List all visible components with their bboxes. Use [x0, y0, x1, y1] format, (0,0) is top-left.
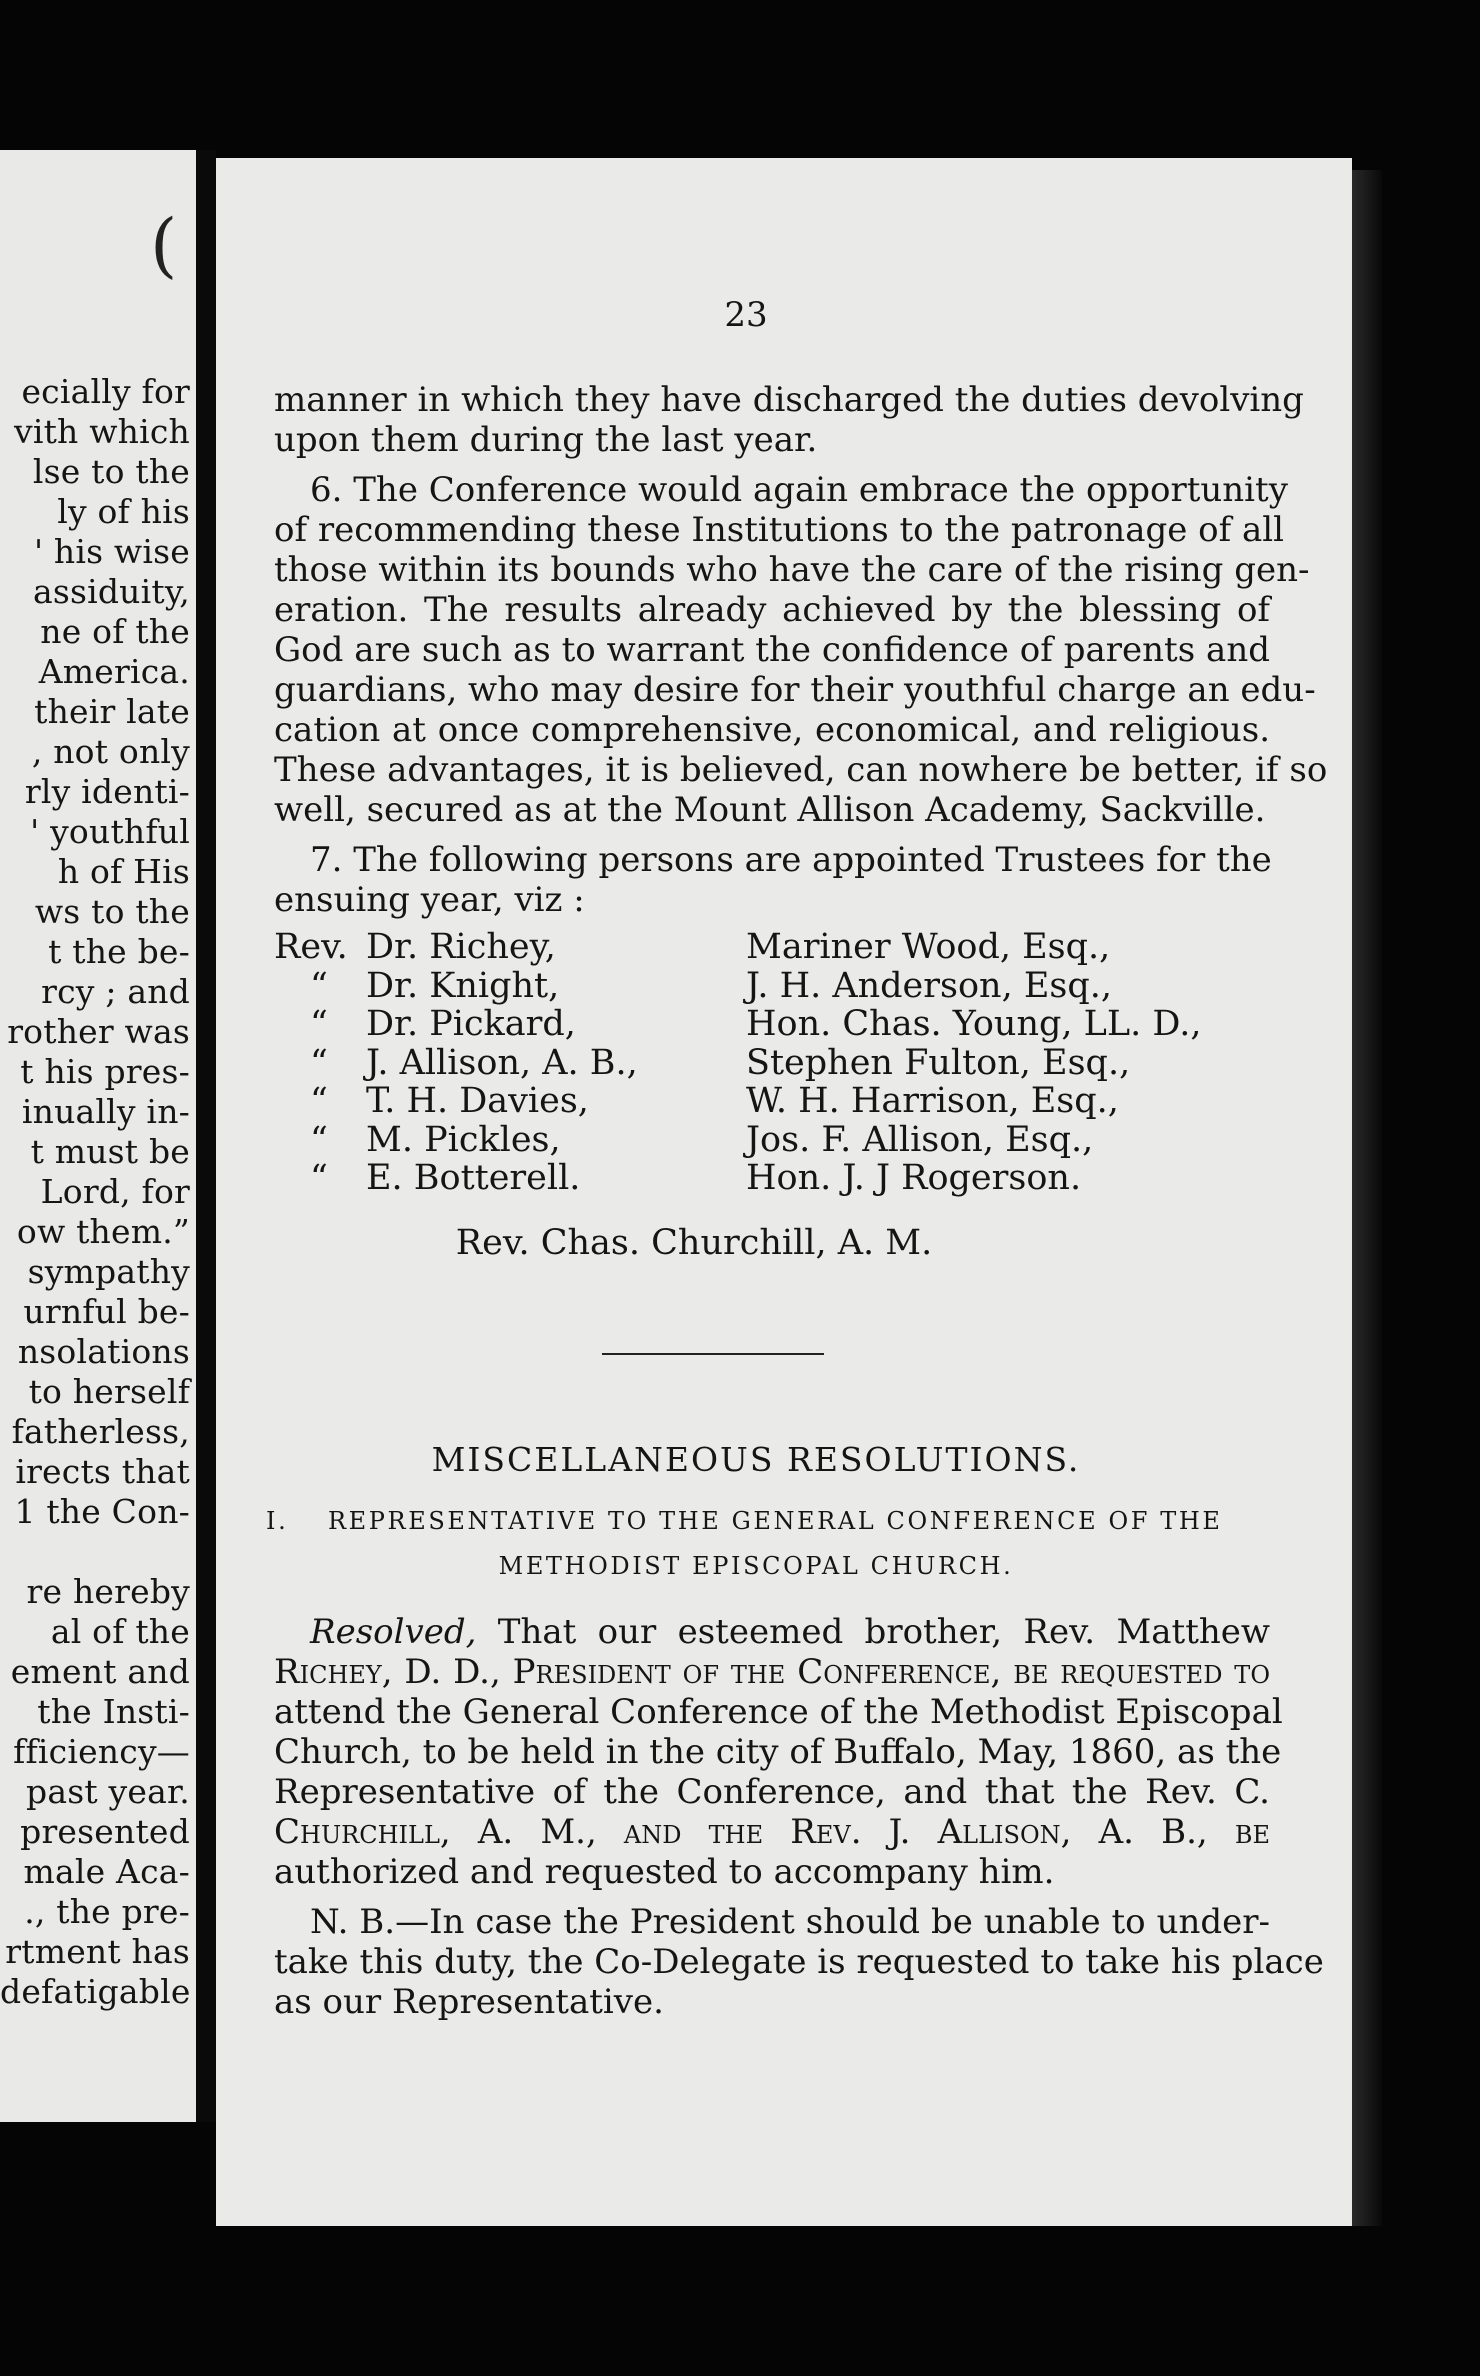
- trustee-name: Hon. Chas. Young, LL. D.,: [746, 1004, 1202, 1044]
- left-page-line: the Insti-: [37, 1692, 190, 1731]
- left-page-line: rly identi-: [24, 772, 190, 811]
- left-page-line: sympathy: [27, 1252, 190, 1291]
- left-page-line: ly of his: [57, 492, 190, 531]
- left-page-line: fatherless,: [11, 1412, 190, 1451]
- text-line: [274, 1692, 1283, 1732]
- trustee-name: T. H. Davies,: [366, 1081, 589, 1121]
- page-edge: [1352, 170, 1382, 2226]
- trustee-name: Dr. Pickard,: [366, 1004, 576, 1044]
- text-line: those within its bounds who have the care of the rising gen-: [274, 550, 1310, 590]
- trustees-list: [274, 928, 1270, 1223]
- trustee-prefix: “: [310, 1042, 328, 1083]
- resolution-text: attend the General Conference of the Methodist Episcopal: [274, 1692, 1283, 1732]
- text-line: of recommending these Institutions to the patronage of all: [274, 510, 1285, 550]
- left-page-line: h of His: [57, 852, 190, 891]
- text-line: as our Representative.: [274, 1982, 664, 2022]
- resolution-text: Richey, D. D., President of the Conference, be requested to: [274, 1652, 1270, 1692]
- paragraph-7: [274, 840, 1270, 920]
- paragraph-6: [274, 470, 1328, 830]
- trustee-name: Hon. J. J Rogerson.: [746, 1158, 1082, 1198]
- left-page-line: 1 the Con-: [14, 1492, 190, 1531]
- text-line: 6. The Conference would again embrace the opportunity: [310, 470, 1288, 510]
- trustee-name: Dr. Knight,: [366, 965, 560, 1006]
- text-line: ensuing year, viz :: [274, 880, 585, 920]
- left-page-line: t must be: [30, 1132, 190, 1171]
- subsection-heading: [266, 1506, 1280, 1536]
- text-line: [274, 1612, 1270, 1652]
- left-page-fragment: [0, 150, 196, 2122]
- text-line: upon them during the last year.: [274, 420, 818, 460]
- text-line: These advantages, it is believed, can nowhere be better, if so: [274, 750, 1328, 790]
- left-page-line: ecially for: [21, 372, 190, 411]
- trustee-row: [274, 1044, 704, 1083]
- body-text: [274, 380, 1328, 1263]
- left-page-line: America.: [38, 652, 190, 691]
- book-spine: [196, 150, 216, 2122]
- resolution-block: [274, 1612, 1324, 2022]
- text-line: eration. The results already achieved by the blessing of: [274, 590, 1270, 630]
- left-page-line: , not only: [31, 732, 190, 771]
- trustees-left-column: [274, 928, 704, 1198]
- left-page-line: presented: [20, 1812, 190, 1851]
- subsection-heading-line-1: REPRESENTATIVE TO THE GENERAL CONFERENCE OF THE: [328, 1507, 1223, 1535]
- left-page-line: t his pres-: [20, 1052, 190, 1091]
- resolution-text: Churchill, A. M., and the Rev. J. Allison, A. B., be: [274, 1812, 1270, 1852]
- trustee-row: [274, 1121, 704, 1160]
- left-page-line: rcy ; and: [41, 972, 190, 1011]
- trustee-name: M. Pickles,: [366, 1119, 561, 1160]
- left-page-line: rtment has: [5, 1932, 190, 1971]
- left-page-line: ement and: [10, 1652, 190, 1691]
- text-line: [274, 1772, 1270, 1812]
- trustee-row: [274, 1159, 704, 1198]
- left-page-line: ne of the: [40, 612, 190, 651]
- trustee-prefix: “: [310, 1081, 328, 1121]
- left-page-line: to herself: [28, 1372, 190, 1411]
- text-line: N. B.—In case the President should be unable to under-: [310, 1902, 1270, 1942]
- text-line: manner in which they have discharged the duties devolving: [274, 380, 1304, 420]
- pencil-mark: (: [150, 204, 178, 286]
- trustee-prefix: “: [310, 1158, 328, 1198]
- text-line: take this duty, the Co-Delegate is requested to take his place: [274, 1942, 1324, 1982]
- trustee-name: Stephen Fulton, Esq.,: [746, 1042, 1131, 1083]
- right-page: [216, 158, 1352, 2226]
- left-page-line: vith which: [14, 412, 190, 451]
- left-page-line: fficiency—: [13, 1732, 190, 1771]
- left-page-line: ' his wise: [33, 532, 190, 571]
- left-page-line: nsolations: [17, 1332, 190, 1371]
- trustee-row: [274, 1082, 704, 1121]
- left-page-line: rother was: [7, 1012, 190, 1051]
- left-page-line: ow them.”: [16, 1212, 190, 1251]
- trustee-prefix: “: [310, 1119, 328, 1160]
- nb-paragraph: [274, 1902, 1324, 2022]
- resolved-lead: Resolved,: [310, 1612, 477, 1652]
- left-page-line: Lord, for: [40, 1172, 190, 1211]
- text-line: [274, 1732, 1282, 1772]
- trustee-name: E. Botterell.: [366, 1158, 581, 1198]
- trustee-last: Rev. Chas. Churchill, A. M.: [455, 1223, 933, 1263]
- paragraph-5-end: [274, 380, 1304, 460]
- section-divider: [602, 1353, 824, 1355]
- left-page-line: lse to the: [32, 452, 190, 491]
- left-page-line: t the be-: [48, 932, 190, 971]
- left-page-line: al of the: [50, 1612, 190, 1651]
- trustee-name: J. H. Anderson, Esq.,: [746, 965, 1112, 1006]
- left-page-line: ., the pre-: [24, 1892, 190, 1931]
- trustee-row: [274, 928, 704, 967]
- subsection-heading-line-2: METHODIST EPISCOPAL CHURCH.: [498, 1552, 1014, 1580]
- text-line: [274, 1852, 1270, 1892]
- left-page-line: ' youthful: [30, 812, 190, 851]
- trustee-prefix: Rev.: [274, 927, 348, 967]
- text-line: cation at once comprehensive, economical, and religious.: [274, 710, 1270, 750]
- resolution-text: Church, to be held in the city of Buffalo, May, 1860, as the: [274, 1732, 1282, 1772]
- page-number: 23: [724, 295, 768, 335]
- left-page-line: urnful be-: [23, 1292, 190, 1331]
- left-page-line: inually in-: [21, 1092, 190, 1131]
- left-page-line: past year.: [26, 1772, 190, 1811]
- trustee-name: Jos. F. Allison, Esq.,: [746, 1119, 1094, 1160]
- trustee-name: Mariner Wood, Esq.,: [746, 927, 1111, 967]
- trustee-name: Dr. Richey,: [366, 927, 556, 967]
- left-page-line: ws to the: [34, 892, 190, 931]
- resolution-text: authorized and requested to accompany him.: [274, 1852, 1055, 1892]
- left-page-line: male Aca-: [23, 1852, 190, 1891]
- trustee-name: J. Allison, A. B.,: [366, 1042, 638, 1083]
- trustee-row: [274, 1005, 704, 1044]
- left-page-line: defatigable: [0, 1972, 191, 2011]
- text-line: [274, 1652, 1270, 1692]
- left-page-text: [0, 372, 190, 2012]
- text-line: [274, 1812, 1270, 1852]
- text-line: God are such as to warrant the confidence of parents and: [274, 630, 1270, 670]
- text-line: well, secured as at the Mount Allison Academy, Sackville.: [274, 790, 1266, 830]
- trustees-right-column: [746, 928, 1206, 1198]
- resolution-text: Representative of the Conference, and that the Rev. C.: [274, 1772, 1270, 1812]
- resolution-paragraph: [274, 1612, 1283, 1892]
- text-line: 7. The following persons are appointed Trustees for the: [310, 840, 1272, 880]
- trustee-row: [274, 967, 704, 1006]
- left-page-line: their late: [34, 692, 190, 731]
- left-page-line: irects that: [15, 1452, 190, 1491]
- trustee-prefix: “: [310, 965, 328, 1006]
- resolution-text: That our esteemed brother, Rev. Matthew: [476, 1612, 1270, 1652]
- left-page-line: [0, 1532, 190, 1572]
- trustee-prefix: “: [310, 1004, 328, 1044]
- left-page-line: re hereby: [26, 1572, 190, 1611]
- subsection-number: I.: [266, 1507, 289, 1535]
- section-title: MISCELLANEOUS RESOLUTIONS.: [431, 1440, 1081, 1479]
- text-line: guardians, who may desire for their youthful charge an edu-: [274, 670, 1316, 710]
- left-page-line: assiduity,: [32, 572, 190, 611]
- trustee-name: W. H. Harrison, Esq.,: [746, 1081, 1119, 1121]
